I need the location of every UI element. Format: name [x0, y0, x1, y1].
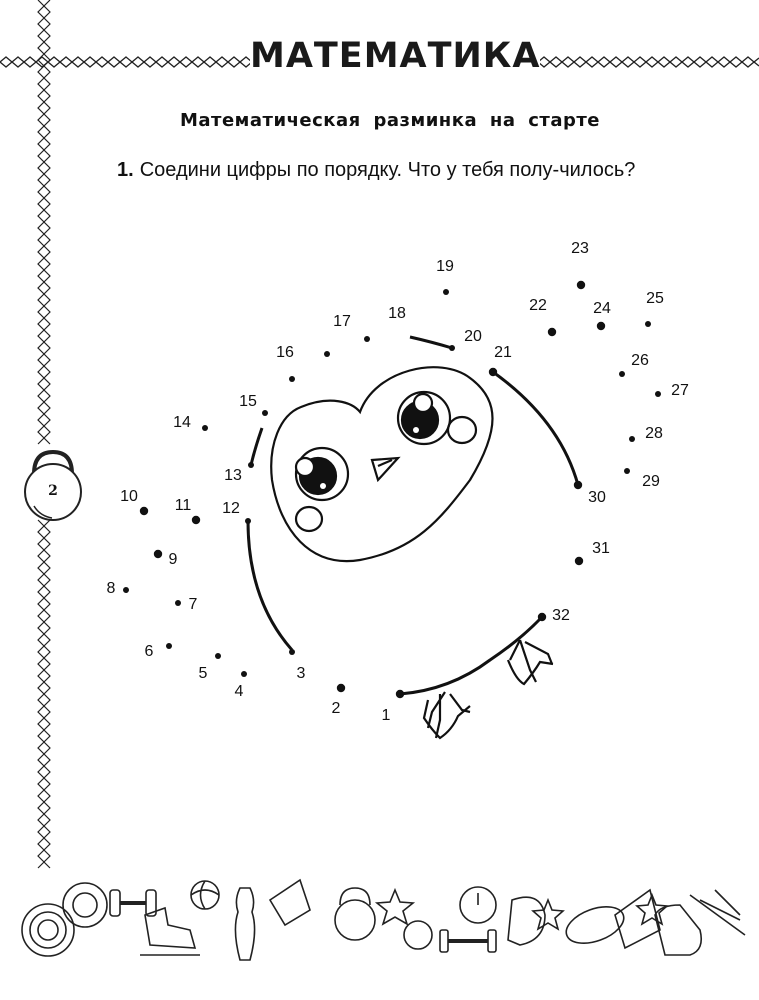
arc-18-20: [410, 337, 452, 348]
dot-label-5: 5: [198, 665, 208, 682]
dot-label-2: 2: [331, 700, 341, 717]
dot-label-20: 20: [464, 328, 482, 345]
dot-9: [154, 550, 162, 558]
dot-label-26: 26: [631, 352, 649, 369]
dot-label-11: 11: [174, 497, 192, 514]
dot-label-29: 29: [642, 473, 660, 490]
dot-label-32: 32: [552, 607, 570, 624]
dot-18: [364, 336, 370, 342]
bird-cheek: [448, 417, 476, 443]
dot-29: [624, 468, 630, 474]
dot-label-25: 25: [646, 290, 664, 307]
dot-32: [538, 613, 546, 621]
section-subtitle: Математическая разминка на старте: [179, 110, 601, 131]
ball-icon: [191, 881, 219, 909]
dot-5: [215, 653, 221, 659]
dot-11: [192, 516, 200, 524]
dot-26: [619, 371, 625, 377]
left-vertical-border: [38, 0, 50, 868]
arc-21-30: [493, 372, 578, 485]
dot-17: [324, 351, 330, 357]
dot-label-12: 12: [222, 500, 240, 517]
page-number-badge: 2: [48, 483, 58, 499]
star-icon: [533, 900, 563, 929]
dot-10: [140, 507, 148, 515]
target-icon: [63, 883, 107, 927]
medal-icon: [404, 921, 432, 949]
bird-beak: [372, 458, 398, 480]
dot-label-30: 30: [588, 489, 606, 506]
bird-cheek: [296, 507, 322, 531]
dot-label-14: 14: [173, 414, 191, 431]
dot-31: [575, 557, 583, 565]
dot-13: [248, 462, 254, 468]
dot-30: [574, 481, 582, 489]
task-instruction: [117, 157, 687, 183]
dot-label-3: 3: [296, 665, 306, 682]
dot-label-21: 21: [494, 344, 512, 361]
dot-6: [166, 643, 172, 649]
dot-2: [337, 684, 345, 692]
page-title: МАТЕМАТИКА: [250, 36, 541, 76]
dot-label-9: 9: [168, 551, 178, 568]
dot-label-17: 17: [333, 313, 351, 330]
dumbbell-2-icon: [440, 930, 496, 952]
dot-label-6: 6: [144, 643, 154, 660]
dot-label-31: 31: [592, 540, 610, 557]
dot-27: [655, 391, 661, 397]
dot-label-16: 16: [276, 344, 294, 361]
arc-15-13: [251, 428, 262, 465]
dot-label-23: 23: [571, 240, 589, 257]
star-icon: [377, 890, 413, 924]
dot-label-7: 7: [188, 596, 198, 613]
dot-20: [449, 345, 455, 351]
dot-25: [645, 321, 651, 327]
dot-12: [245, 518, 251, 524]
dot-7: [175, 600, 181, 606]
dot-label-22: 22: [529, 297, 547, 314]
dot-8: [123, 587, 129, 593]
bowling-pin-icon: [235, 888, 254, 960]
dot-16: [289, 376, 295, 382]
dot-label-4: 4: [234, 683, 244, 700]
dot-label-13: 13: [224, 467, 242, 484]
dot-14: [202, 425, 208, 431]
dot-label-10: 10: [120, 488, 138, 505]
dot-3: [289, 649, 295, 655]
dot-label-15: 15: [239, 393, 257, 410]
shuttlecock-icon: [270, 880, 310, 925]
dot-23: [577, 281, 585, 289]
dot-15: [262, 410, 268, 416]
dot-label-19: 19: [436, 258, 454, 275]
dot-label-18: 18: [388, 305, 406, 322]
dot-label-1: 1: [381, 707, 391, 724]
dot-1: [396, 690, 404, 698]
arc-12-3: [248, 521, 292, 650]
task-number: 1.: [117, 159, 134, 181]
mitten-icon: [655, 905, 701, 955]
sports-doodle-strip: [0, 868, 759, 960]
dot-24: [597, 322, 605, 330]
dot-label-8: 8: [106, 580, 116, 597]
dot-22: [548, 328, 556, 336]
dot-4: [241, 671, 247, 677]
dot-28: [629, 436, 635, 442]
dot-label-24: 24: [593, 300, 611, 317]
dot-label-28: 28: [645, 425, 663, 442]
ice-skate-icon: [145, 908, 195, 948]
dot-21: [489, 368, 497, 376]
kettlebell-doodle-icon: [335, 888, 375, 940]
dumbbell-icon: [110, 890, 156, 916]
dot-label-27: 27: [671, 382, 689, 399]
task-text: Соедини цифры по порядку. Что у тебя полу-чилось?: [139, 159, 636, 181]
dot-19: [443, 289, 449, 295]
dot-layer: [123, 281, 661, 698]
